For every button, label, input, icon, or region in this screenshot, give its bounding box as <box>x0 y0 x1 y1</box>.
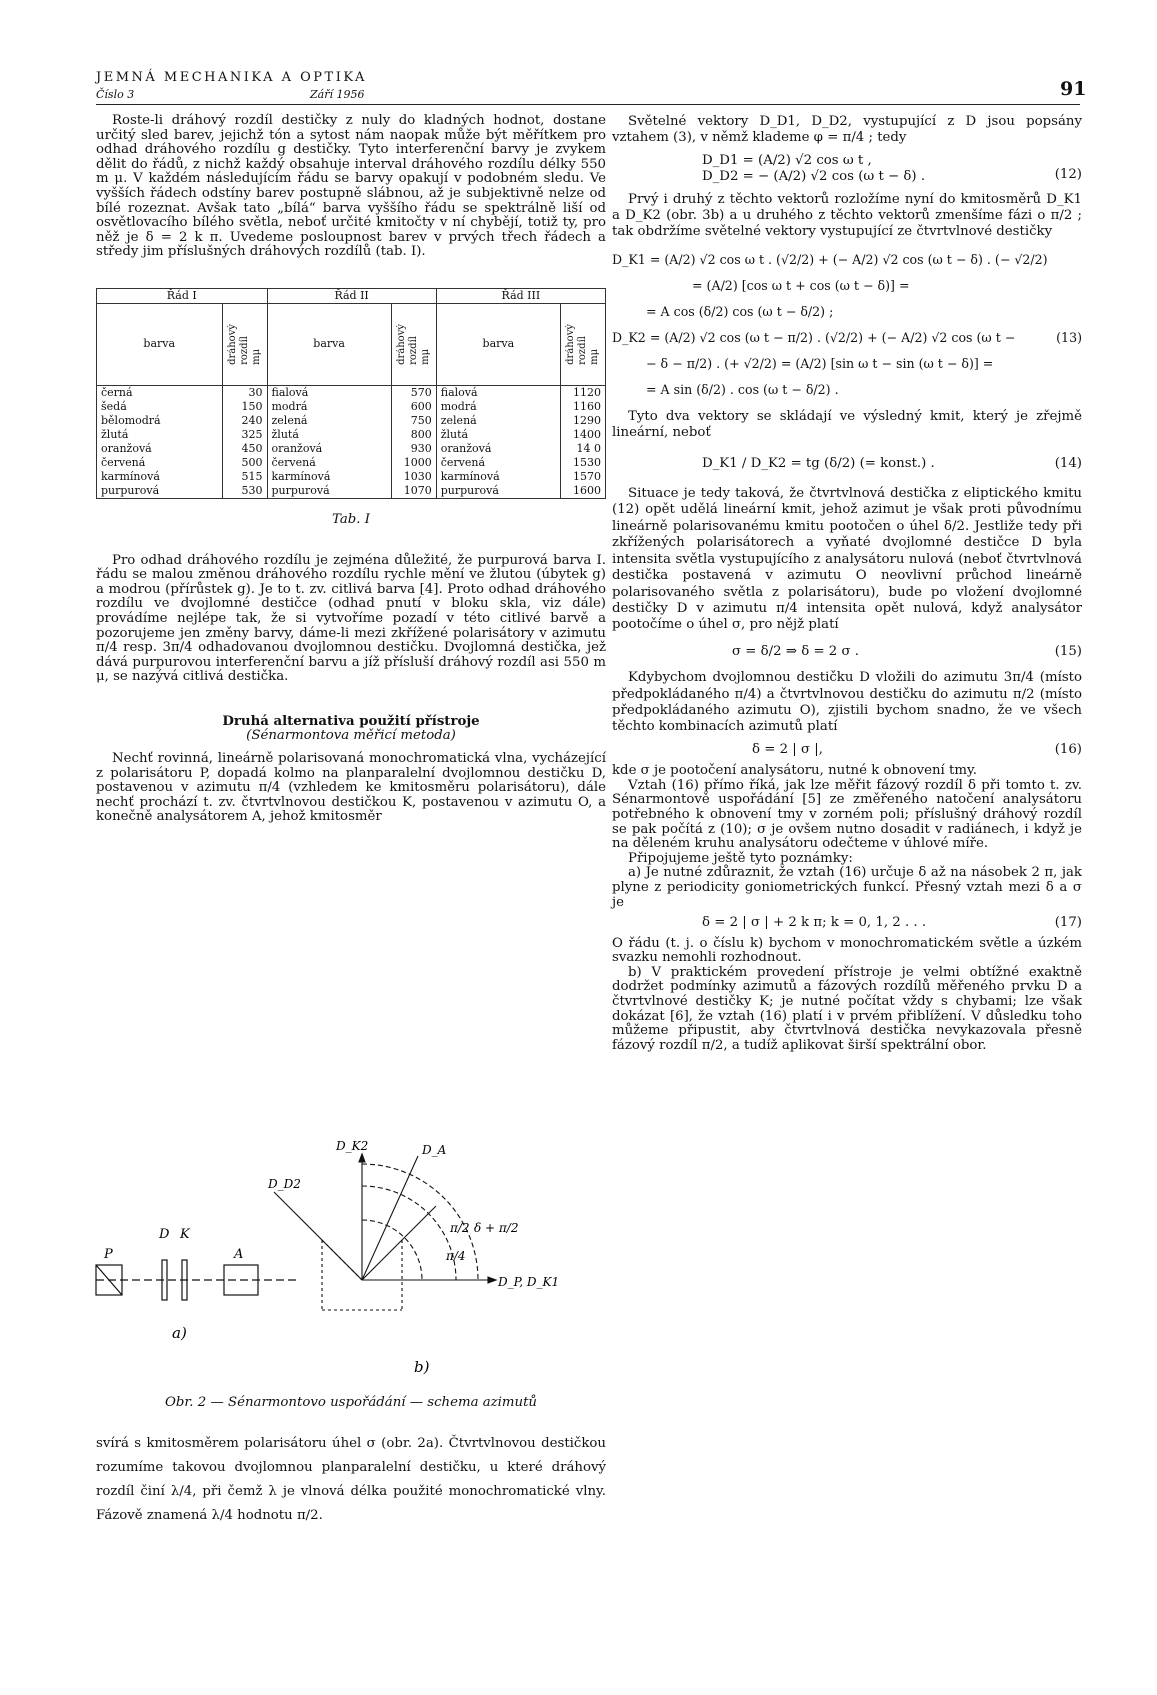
table-cell-colour: červená <box>436 456 560 470</box>
table-cell-value: 1570 <box>561 470 606 484</box>
eq-line: D_K1 = (A/2) √2 cos ω t . (√2/2) + (− A/2) √2 cos (ω t − δ) . (− √2/2) <box>612 251 1048 267</box>
eq-line: δ = 2 | σ |, <box>752 741 824 757</box>
table-row <box>97 428 606 442</box>
table-row <box>97 400 606 414</box>
table-cell-colour: oranžová <box>267 442 391 456</box>
table-col-header: barva <box>97 303 223 385</box>
table-cell-value: 570 <box>391 385 436 400</box>
paragraph: Připojujeme ještě tyto poznámky: <box>628 850 853 866</box>
table-cell-value: 240 <box>222 414 267 428</box>
label-a: A <box>234 1247 244 1262</box>
table-cell-colour: karmínová <box>97 470 223 484</box>
paragraph: O řádu (t. j. o číslu k) bychom v monochromatickém světle a úzkém svazku nemohli rozhodnout. <box>612 935 1082 966</box>
eq-line: = A sin (δ/2) . cos (ω t − δ/2) . <box>646 381 839 397</box>
paragraph: Situace je tedy taková, že čtvrtvlnová destička z eliptického kmitu (12) opět udělá lineární kmit, jehož azimut je však proti původnímu lineárně polarisovanému kmitu pootočen o úhel δ/2. Jestliže tedy při zkřížených polarisátorech a vyňaté dvojlomné destičce D byla intensita světla vystupujícího z analysátoru nulová (neboť čtvrtvlnová destička postavená v azimutu O neovlivní průchod lineárně polarisovaného světla z polarisátoru), bude po vložení dvojlomné destičky D v azimutu π/4 intensita opět nulová, když analysátor pootočíme o úhel σ, pro nějž platí <box>612 486 1082 633</box>
label-d: D <box>159 1227 170 1242</box>
table-cell-value: 14 0 <box>561 442 606 456</box>
equation-15 <box>732 644 1082 660</box>
eq-number: (14) <box>1054 455 1082 471</box>
table-cell-colour: fialová <box>436 385 560 400</box>
colour-table-grid <box>96 288 606 499</box>
paragraph: Světelné vektory D_D1, D_D2, vystupující z D jsou popsány vztahem (3), v němž klademe φ = π/4 ; tedy <box>612 114 1082 146</box>
eq-line: σ = δ/2 ⇒ δ = 2 σ . <box>732 643 860 659</box>
table-order-header: Řád III <box>436 288 605 303</box>
eq-line: D_D1 = (A/2) √2 cos ω t , <box>702 152 872 168</box>
equation-12 <box>702 153 1082 186</box>
eq-number: (15) <box>1054 643 1082 659</box>
eq-line: D_D2 = − (A/2) √2 cos (ω t − δ) . <box>702 169 926 185</box>
table-cell-colour: žlutá <box>436 428 560 442</box>
table-cell-value: 150 <box>222 400 267 414</box>
paragraph: Nechť rovinná, lineárně polarisovaná monochromatická vlna, vycházející z polarisátoru P, dopadá kolmo na planparalelní dvojlomnou destičku D, postavenou v azimutu π/4 (vzhledem ke kmitosměru polarisátoru), dále nechť prochází t. zv. čtvrtvlnovou destičkou K, postavenou v azimutu O, a konečně analysátorem A, jehož kmitosměr <box>96 751 606 825</box>
table-cell-value: 750 <box>391 414 436 428</box>
table-cell-value: 930 <box>391 442 436 456</box>
table-cell-value: 1000 <box>391 456 436 470</box>
table-cell-colour: červená <box>97 456 223 470</box>
table-caption: Tab. I <box>332 511 370 527</box>
table-cell-value: 800 <box>391 428 436 442</box>
table-row <box>97 442 606 456</box>
paragraph: Roste-li dráhový rozdíl destičky z nuly do kladných hodnot, dostane určitý sled barev, jejichž tón a sytost nám naopak může být měřítkem pro odhad dráhového rozdílu g destičky. Tyto interferenční barvy je zvykem dělit do řádů, z nichž každý obsahuje interval dráhového rozdílu délky 550 m μ. V každém následujícím řádu se barvy opakují v podobném sledu. Ve vyšších řádech odstíny barev postupně slábnou, až je subjektivně nelze od bílé rozeznat. Avšak tato „bílá“ barva vyššího řádu se spektrálně liší od osvětlovacího bílého světla, neboť určité kmitočty v ní chybějí, totiž ty, pro něž je δ = 2 k π. Uvedeme posloupnost barev v prvých třech řádech a středy jim příslušných dráhových rozdílů (tab. I). <box>96 113 606 260</box>
table-cell-value: 1030 <box>391 470 436 484</box>
paragraph: a) Je nutné zdůraznit, že vztah (16) určuje δ až na násobek 2 π, jak plyne z periodicity goniometrických funkcí. Přesný vztah mezi δ a σ je <box>612 865 1082 910</box>
figure-2 <box>96 1139 608 1390</box>
table-cell-colour: purpurová <box>97 484 223 499</box>
table-cell-colour: černá <box>97 385 223 400</box>
section-title: Druhá alternativa použití přístroje <box>222 713 480 729</box>
table-cell-value: 1400 <box>561 428 606 442</box>
date-label: Září 1956 <box>310 88 365 101</box>
table-cell-colour: fialová <box>267 385 391 400</box>
eq-number: (12) <box>1054 166 1082 182</box>
table-col-header: dráhový rozdíl mμ <box>226 323 262 365</box>
paragraph: Prvý i druhý z těchto vektorů rozložíme nyní do kmitosměrů D_K1 a D_K2 (obr. 3b) a u druhého z těchto vektorů zmenšíme fázi o π/2 ; tak obdržíme světelné vektory vystupující ze čtvrtvlnové destičky <box>612 191 1082 240</box>
table-cell-value: 30 <box>222 385 267 400</box>
table-cell-value: 1530 <box>561 456 606 470</box>
paragraph: svírá s kmitosměrem polarisátoru úhel σ (obr. 2a). Čtvrtvlnovou destičkou rozumíme takovou dvojlomnou planparalelní destičku, u které dráhový rozdíl činí λ/4, při čemž λ je vlnová délka použité monochromatické vlny. Fázově znamená λ/4 hodnotu π/2. <box>96 1436 606 1523</box>
table-cell-colour: oranžová <box>97 442 223 456</box>
label-angle-delta: δ + π/2 <box>474 1221 519 1235</box>
eq-number: (17) <box>1054 915 1082 931</box>
eq-number: (13) <box>1056 329 1082 345</box>
eq-line: D_K2 = (A/2) √2 cos (ω t − π/2) . (√2/2) + (− A/2) √2 cos (ω t − <box>612 329 1016 345</box>
equation-14 <box>702 456 1082 472</box>
paragraph: kde σ je pootočení analysátoru, nutné k obnovení tmy. <box>612 763 977 779</box>
colour-table <box>96 288 606 528</box>
paragraph: Kdybychom dvojlomnou destičku D vložili do azimutu 3π/4 (místo předpokládaného π/4) a čtvrtvlnovou destičku do azimutu π/2 (místo předpokládaného azimutu O), zjistili bychom snadno, že ve všech těchto kombinacích azimutů platí <box>612 670 1082 735</box>
table-cell-colour: modrá <box>267 400 391 414</box>
eq-line: = (A/2) [cos ω t + cos (ω t − δ)] = <box>692 277 910 293</box>
table-cell-colour: žlutá <box>267 428 391 442</box>
table-col-header: dráhový rozdíl mμ <box>395 323 431 365</box>
table-cell-colour: purpurová <box>436 484 560 499</box>
label-dk2: D_K2 <box>336 1139 369 1153</box>
equation-16 <box>752 742 1082 758</box>
axis-diag <box>362 1206 436 1280</box>
table-col-header: barva <box>267 303 391 385</box>
label-fig-a: a) <box>172 1324 187 1342</box>
table-cell-colour: modrá <box>436 400 560 414</box>
table-cell-value: 530 <box>222 484 267 499</box>
table-cell-value: 1070 <box>391 484 436 499</box>
table-col-header: dráhový rozdíl mμ <box>565 323 600 365</box>
journal-header: JEMNÁ MECHANIKA A OPTIKA <box>96 70 367 85</box>
table-cell-value: 515 <box>222 470 267 484</box>
table-cell-colour: žlutá <box>97 428 223 442</box>
page-number: 91 <box>1060 78 1087 100</box>
eq-line: − δ − π/2) . (+ √2/2) = (A/2) [sin ω t − sin (ω t − δ)] = <box>646 355 994 371</box>
table-row <box>97 484 606 499</box>
table-cell-value: 1120 <box>561 385 606 400</box>
table-cell-colour: purpurová <box>267 484 391 499</box>
table-cell-colour: oranžová <box>436 442 560 456</box>
table-cell-value: 600 <box>391 400 436 414</box>
right-column <box>612 114 1082 1053</box>
paragraph: Tyto dva vektory se skládají ve výsledný kmit, který je zřejmě lineární, neboť <box>612 408 1082 441</box>
label-angle-pi2: π/2 <box>450 1221 470 1235</box>
label-da: D_A <box>422 1143 447 1157</box>
table-row <box>97 456 606 470</box>
header-rule <box>96 104 1080 105</box>
table-cell-colour: zelená <box>267 414 391 428</box>
table-cell-value: 325 <box>222 428 267 442</box>
table-cell-value: 1600 <box>561 484 606 499</box>
paragraph: b) V praktickém provedení přístroje je velmi obtížné exaktně dodržet podmínky azimutů a fázových rozdílů měřeného prvku D a čtvrtvlnové destičky K; je nutné počítat vždy s chybami; lze však dokázat [6], že vztah (16) platí i v prvém přiblížení. V důsledku toho můžeme připustit, aby čtvrtvlnová destička nevykazovala přesně fázový rozdíl π/2, a tudíž aplikovat širší spektrální obor. <box>612 964 1082 1053</box>
paragraph: Vztah (16) přímo říká, jak lze měřit fázový rozdíl δ při tomto t. zv. Sénarmontově uspořádání [5] ze změřeného natočení analysátoru potřebného k obnovení tmy v zorném poli; příslušný dráhový rozdíl se pak počítá z (10); σ je ovšem nutno dosadit v radiánech, i když je na děleném kruhu analysátoru odečteme v úhlové míře. <box>612 777 1082 852</box>
table-row <box>97 414 606 428</box>
table-row <box>97 470 606 484</box>
table-body <box>97 385 606 498</box>
table-cell-value: 1290 <box>561 414 606 428</box>
eq-line: = A cos (δ/2) cos (ω t − δ/2) ; <box>646 303 834 319</box>
label-fig-b: b) <box>414 1358 430 1376</box>
table-row <box>97 385 606 400</box>
table-cell-colour: bělomodrá <box>97 414 223 428</box>
table-cell-value: 450 <box>222 442 267 456</box>
label-k: K <box>180 1227 190 1242</box>
setup-schematic <box>96 1260 296 1300</box>
right-lower-text <box>612 764 1082 1053</box>
issue-label: Číslo 3 <box>96 88 135 101</box>
figure-caption: Obr. 2 — Sénarmontovo uspořádání — schema azimutů <box>165 1395 537 1410</box>
table-cell-colour: karmínová <box>436 470 560 484</box>
label-dp-dk1: D_P, D_K1 <box>498 1275 560 1289</box>
table-cell-colour: karmínová <box>267 470 391 484</box>
label-dd2: D_D2 <box>268 1177 301 1191</box>
eq-number: (16) <box>1054 741 1082 757</box>
table-cell-colour: červená <box>267 456 391 470</box>
table-cell-value: 1160 <box>561 400 606 414</box>
eq-line: D_K1 / D_K2 = tg (δ/2) (= konst.) . <box>702 455 935 471</box>
left-column-bottom <box>96 1432 606 1528</box>
table-order-header: Řád II <box>267 288 436 303</box>
label-angle-pi4: π/4 <box>446 1249 466 1263</box>
left-column <box>96 114 606 825</box>
table-order-header: Řád I <box>97 288 268 303</box>
table-col-header: barva <box>436 303 560 385</box>
figure-2-svg <box>96 1139 608 1390</box>
equation-13 <box>612 247 1082 403</box>
table-cell-value: 500 <box>222 456 267 470</box>
table-cell-colour: šedá <box>97 400 223 414</box>
label-p: P <box>104 1247 113 1262</box>
section-subtitle: (Sénarmontova měřicí metoda) <box>246 728 456 744</box>
table-cell-colour: zelená <box>436 414 560 428</box>
equation-17 <box>702 916 1082 931</box>
paragraph: Pro odhad dráhového rozdílu je zejména důležité, že purpurová barva I. řádu se malou změnou dráhového rozdílu rychle mění ve žlutou (úbytek g) a modrou (přírůstek g). Je to t. zv. citlivá barva [4]. Proto odhad dráhového rozdílu ve dvojlomné destičce (odhad pnutí v bloku skla, viz dále) provádíme nejlépe tak, že si vytvoříme pozadí v této citlivé barvě a pozorujeme jen změny barvy, dáme-li mezi zkřížené polarisátory v azimutu π/4 resp. 3π/4 odhadovanou dvojlomnou destičku. Dvojlomná destička, jež dává purpurovou interferenční barvu a jíž přísluší dráhový rozdíl asi 550 m μ, se nazývá citlivá destička. <box>96 552 606 685</box>
eq-line: δ = 2 | σ | + 2 k π; k = 0, 1, 2 . . . <box>702 915 927 931</box>
